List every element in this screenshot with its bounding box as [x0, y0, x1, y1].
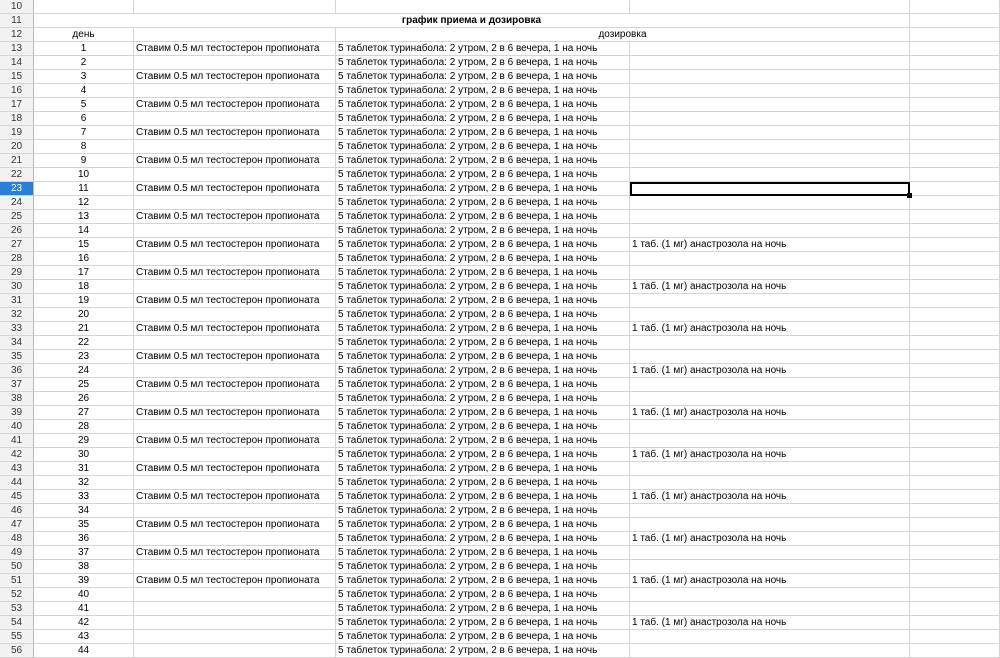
day-cell[interactable]: 23 [34, 350, 134, 364]
tablets-cell[interactable]: 5 таблеток туринабола: 2 утром, 2 в 6 вечера, 1 на ночь [336, 448, 630, 462]
anastrozole-cell[interactable] [630, 98, 910, 112]
row-header[interactable]: 14 [0, 56, 34, 70]
tablets-cell[interactable]: 5 таблеток туринабола: 2 утром, 2 в 6 вечера, 1 на ночь [336, 644, 630, 658]
injection-cell[interactable] [134, 280, 336, 294]
tablets-cell[interactable]: 5 таблеток туринабола: 2 утром, 2 в 6 вечера, 1 на ночь [336, 476, 630, 490]
day-cell[interactable]: 7 [34, 126, 134, 140]
tablets-cell[interactable]: 5 таблеток туринабола: 2 утром, 2 в 6 вечера, 1 на ночь [336, 434, 630, 448]
row-header[interactable]: 20 [0, 140, 34, 154]
anastrozole-cell[interactable] [630, 252, 910, 266]
injection-cell[interactable] [134, 602, 336, 616]
cell[interactable] [910, 252, 1000, 266]
cell[interactable] [910, 154, 1000, 168]
anastrozole-cell[interactable] [630, 126, 910, 140]
day-column-header[interactable]: день [34, 28, 134, 42]
day-cell[interactable]: 30 [34, 448, 134, 462]
row-header[interactable]: 43 [0, 462, 34, 476]
tablets-cell[interactable]: 5 таблеток туринабола: 2 утром, 2 в 6 вечера, 1 на ночь [336, 504, 630, 518]
tablets-cell[interactable]: 5 таблеток туринабола: 2 утром, 2 в 6 вечера, 1 на ночь [336, 154, 630, 168]
anastrozole-cell[interactable]: 1 таб. (1 мг) анастрозола на ночь [630, 532, 910, 546]
day-cell[interactable]: 15 [34, 238, 134, 252]
tablets-cell[interactable]: 5 таблеток туринабола: 2 утром, 2 в 6 вечера, 1 на ночь [336, 602, 630, 616]
anastrozole-cell[interactable] [630, 378, 910, 392]
anastrozole-cell[interactable] [630, 602, 910, 616]
row-header[interactable]: 39 [0, 406, 34, 420]
injection-cell[interactable]: Ставим 0.5 мл тестостерон пропионата [134, 70, 336, 84]
row-header[interactable]: 11 [0, 14, 34, 28]
day-cell[interactable]: 36 [34, 532, 134, 546]
anastrozole-cell[interactable] [630, 210, 910, 224]
cell[interactable] [910, 84, 1000, 98]
tablets-cell[interactable]: 5 таблеток туринабола: 2 утром, 2 в 6 вечера, 1 на ночь [336, 70, 630, 84]
day-cell[interactable]: 43 [34, 630, 134, 644]
day-cell[interactable]: 31 [34, 462, 134, 476]
row-header[interactable]: 51 [0, 574, 34, 588]
day-cell[interactable]: 4 [34, 84, 134, 98]
tablets-cell[interactable]: 5 таблеток туринабола: 2 утром, 2 в 6 вечера, 1 на ночь [336, 98, 630, 112]
row-header[interactable]: 12 [0, 28, 34, 42]
anastrozole-cell[interactable] [630, 70, 910, 84]
cell[interactable] [910, 28, 1000, 42]
tablets-cell[interactable]: 5 таблеток туринабола: 2 утром, 2 в 6 вечера, 1 на ночь [336, 630, 630, 644]
day-cell[interactable]: 19 [34, 294, 134, 308]
day-cell[interactable]: 16 [34, 252, 134, 266]
tablets-cell[interactable]: 5 таблеток туринабола: 2 утром, 2 в 6 вечера, 1 на ночь [336, 322, 630, 336]
tablets-cell[interactable]: 5 таблеток туринабола: 2 утром, 2 в 6 вечера, 1 на ночь [336, 224, 630, 238]
row-header[interactable]: 26 [0, 224, 34, 238]
dosage-column-header[interactable]: дозировка [336, 28, 910, 42]
cell[interactable] [910, 546, 1000, 560]
day-cell[interactable]: 5 [34, 98, 134, 112]
anastrozole-cell[interactable] [630, 560, 910, 574]
row-header[interactable]: 13 [0, 42, 34, 56]
tablets-cell[interactable]: 5 таблеток туринабола: 2 утром, 2 в 6 вечера, 1 на ночь [336, 518, 630, 532]
injection-cell[interactable]: Ставим 0.5 мл тестостерон пропионата [134, 490, 336, 504]
injection-cell[interactable] [134, 196, 336, 210]
row-header[interactable]: 46 [0, 504, 34, 518]
cell[interactable] [910, 210, 1000, 224]
day-cell[interactable]: 41 [34, 602, 134, 616]
anastrozole-cell[interactable]: 1 таб. (1 мг) анастрозола на ночь [630, 616, 910, 630]
anastrozole-cell[interactable]: 1 таб. (1 мг) анастрозола на ночь [630, 364, 910, 378]
row-header[interactable]: 27 [0, 238, 34, 252]
row-header[interactable]: 35 [0, 350, 34, 364]
injection-cell[interactable] [134, 56, 336, 70]
cell[interactable] [910, 336, 1000, 350]
anastrozole-cell[interactable]: 1 таб. (1 мг) анастрозола на ночь [630, 322, 910, 336]
tablets-cell[interactable]: 5 таблеток туринабола: 2 утром, 2 в 6 вечера, 1 на ночь [336, 560, 630, 574]
cell[interactable] [910, 280, 1000, 294]
tablets-cell[interactable]: 5 таблеток туринабола: 2 утром, 2 в 6 вечера, 1 на ночь [336, 84, 630, 98]
tablets-cell[interactable]: 5 таблеток туринабола: 2 утром, 2 в 6 вечера, 1 на ночь [336, 350, 630, 364]
day-cell[interactable]: 8 [34, 140, 134, 154]
row-header[interactable]: 16 [0, 84, 34, 98]
injection-cell[interactable]: Ставим 0.5 мл тестостерон пропионата [134, 266, 336, 280]
day-cell[interactable]: 3 [34, 70, 134, 84]
anastrozole-cell[interactable] [630, 224, 910, 238]
row-header[interactable]: 31 [0, 294, 34, 308]
tablets-cell[interactable]: 5 таблеток туринабола: 2 утром, 2 в 6 вечера, 1 на ночь [336, 574, 630, 588]
cell[interactable] [910, 448, 1000, 462]
injection-cell[interactable] [134, 84, 336, 98]
row-header[interactable]: 17 [0, 98, 34, 112]
row-header[interactable]: 48 [0, 532, 34, 546]
tablets-cell[interactable]: 5 таблеток туринабола: 2 утром, 2 в 6 вечера, 1 на ночь [336, 42, 630, 56]
day-cell[interactable]: 26 [34, 392, 134, 406]
injection-cell[interactable] [134, 630, 336, 644]
tablets-cell[interactable]: 5 таблеток туринабола: 2 утром, 2 в 6 вечера, 1 на ночь [336, 532, 630, 546]
injection-cell[interactable] [134, 392, 336, 406]
injection-cell[interactable]: Ставим 0.5 мл тестостерон пропионата [134, 98, 336, 112]
cell[interactable] [910, 476, 1000, 490]
tablets-cell[interactable]: 5 таблеток туринабола: 2 утром, 2 в 6 вечера, 1 на ночь [336, 490, 630, 504]
injection-cell[interactable]: Ставим 0.5 мл тестостерон пропионата [134, 574, 336, 588]
cell[interactable] [910, 0, 1000, 14]
day-cell[interactable]: 1 [34, 42, 134, 56]
cell[interactable] [910, 56, 1000, 70]
injection-cell[interactable]: Ставим 0.5 мл тестостерон пропионата [134, 434, 336, 448]
row-header[interactable]: 47 [0, 518, 34, 532]
day-cell[interactable]: 17 [34, 266, 134, 280]
cell[interactable] [910, 70, 1000, 84]
anastrozole-cell[interactable]: 1 таб. (1 мг) анастрозола на ночь [630, 490, 910, 504]
anastrozole-cell[interactable] [630, 168, 910, 182]
anastrozole-cell[interactable] [630, 392, 910, 406]
tablets-cell[interactable]: 5 таблеток туринабола: 2 утром, 2 в 6 вечера, 1 на ночь [336, 266, 630, 280]
tablets-cell[interactable]: 5 таблеток туринабола: 2 утром, 2 в 6 вечера, 1 на ночь [336, 406, 630, 420]
cell[interactable] [910, 224, 1000, 238]
anastrozole-cell[interactable] [630, 546, 910, 560]
row-header[interactable]: 19 [0, 126, 34, 140]
tablets-cell[interactable]: 5 таблеток туринабола: 2 утром, 2 в 6 вечера, 1 на ночь [336, 182, 630, 196]
row-header[interactable]: 45 [0, 490, 34, 504]
tablets-cell[interactable]: 5 таблеток туринабола: 2 утром, 2 в 6 вечера, 1 на ночь [336, 336, 630, 350]
cell[interactable] [134, 28, 336, 42]
day-cell[interactable]: 6 [34, 112, 134, 126]
cell[interactable] [910, 378, 1000, 392]
day-cell[interactable]: 42 [34, 616, 134, 630]
anastrozole-cell[interactable] [630, 644, 910, 658]
tablets-cell[interactable]: 5 таблеток туринабола: 2 утром, 2 в 6 вечера, 1 на ночь [336, 112, 630, 126]
row-header[interactable]: 18 [0, 112, 34, 126]
anastrozole-cell[interactable] [630, 504, 910, 518]
injection-cell[interactable]: Ставим 0.5 мл тестостерон пропионата [134, 42, 336, 56]
day-cell[interactable]: 39 [34, 574, 134, 588]
anastrozole-cell[interactable] [630, 518, 910, 532]
cell[interactable] [910, 560, 1000, 574]
day-cell[interactable]: 21 [34, 322, 134, 336]
injection-cell[interactable]: Ставим 0.5 мл тестостерон пропионата [134, 322, 336, 336]
day-cell[interactable]: 25 [34, 378, 134, 392]
tablets-cell[interactable]: 5 таблеток туринабола: 2 утром, 2 в 6 вечера, 1 на ночь [336, 294, 630, 308]
row-header[interactable]: 25 [0, 210, 34, 224]
row-header[interactable]: 42 [0, 448, 34, 462]
cell[interactable] [910, 518, 1000, 532]
cell[interactable] [134, 0, 336, 14]
cell[interactable] [910, 364, 1000, 378]
cell[interactable] [910, 602, 1000, 616]
cell[interactable] [910, 630, 1000, 644]
injection-cell[interactable] [134, 140, 336, 154]
day-cell[interactable]: 37 [34, 546, 134, 560]
cell[interactable] [910, 140, 1000, 154]
fill-handle[interactable] [907, 193, 912, 198]
day-cell[interactable]: 34 [34, 504, 134, 518]
cell[interactable] [910, 532, 1000, 546]
tablets-cell[interactable]: 5 таблеток туринабола: 2 утром, 2 в 6 вечера, 1 на ночь [336, 546, 630, 560]
cell[interactable] [910, 238, 1000, 252]
anastrozole-cell[interactable] [630, 588, 910, 602]
tablets-cell[interactable]: 5 таблеток туринабола: 2 утром, 2 в 6 вечера, 1 на ночь [336, 378, 630, 392]
row-header[interactable]: 22 [0, 168, 34, 182]
day-cell[interactable]: 14 [34, 224, 134, 238]
anastrozole-cell[interactable] [630, 294, 910, 308]
row-header[interactable]: 15 [0, 70, 34, 84]
day-cell[interactable]: 2 [34, 56, 134, 70]
tablets-cell[interactable]: 5 таблеток туринабола: 2 утром, 2 в 6 вечера, 1 на ночь [336, 252, 630, 266]
day-cell[interactable]: 13 [34, 210, 134, 224]
injection-cell[interactable] [134, 560, 336, 574]
cell[interactable] [336, 0, 630, 14]
tablets-cell[interactable]: 5 таблеток туринабола: 2 утром, 2 в 6 вечера, 1 на ночь [336, 196, 630, 210]
day-cell[interactable]: 24 [34, 364, 134, 378]
anastrozole-cell[interactable]: 1 таб. (1 мг) анастрозола на ночь [630, 280, 910, 294]
cell[interactable] [910, 420, 1000, 434]
tablets-cell[interactable]: 5 таблеток туринабола: 2 утром, 2 в 6 вечера, 1 на ночь [336, 588, 630, 602]
injection-cell[interactable]: Ставим 0.5 мл тестостерон пропионата [134, 378, 336, 392]
day-cell[interactable]: 22 [34, 336, 134, 350]
injection-cell[interactable] [134, 644, 336, 658]
anastrozole-cell[interactable]: 1 таб. (1 мг) анастрозола на ночь [630, 238, 910, 252]
sheet-title[interactable]: график приема и дозировка [34, 14, 910, 28]
cell[interactable] [910, 392, 1000, 406]
tablets-cell[interactable]: 5 таблеток туринабола: 2 утром, 2 в 6 вечера, 1 на ночь [336, 308, 630, 322]
cell[interactable] [910, 322, 1000, 336]
row-header[interactable]: 29 [0, 266, 34, 280]
injection-cell[interactable] [134, 448, 336, 462]
cell[interactable] [910, 168, 1000, 182]
anastrozole-cell[interactable] [630, 112, 910, 126]
row-header[interactable]: 23 [0, 182, 34, 196]
cell[interactable] [910, 350, 1000, 364]
injection-cell[interactable] [134, 616, 336, 630]
anastrozole-cell[interactable] [630, 140, 910, 154]
row-header[interactable]: 10 [0, 0, 34, 14]
cell[interactable] [910, 182, 1000, 196]
anastrozole-cell[interactable] [630, 350, 910, 364]
day-cell[interactable]: 28 [34, 420, 134, 434]
day-cell[interactable]: 44 [34, 644, 134, 658]
tablets-cell[interactable]: 5 таблеток туринабола: 2 утром, 2 в 6 вечера, 1 на ночь [336, 238, 630, 252]
anastrozole-cell[interactable] [630, 42, 910, 56]
cell[interactable] [910, 294, 1000, 308]
anastrozole-cell[interactable] [630, 196, 910, 210]
row-header[interactable]: 55 [0, 630, 34, 644]
row-header[interactable]: 30 [0, 280, 34, 294]
injection-cell[interactable] [134, 420, 336, 434]
tablets-cell[interactable]: 5 таблеток туринабола: 2 утром, 2 в 6 вечера, 1 на ночь [336, 280, 630, 294]
cell[interactable] [910, 574, 1000, 588]
row-header[interactable]: 21 [0, 154, 34, 168]
injection-cell[interactable]: Ставим 0.5 мл тестостерон пропионата [134, 518, 336, 532]
row-header[interactable]: 24 [0, 196, 34, 210]
injection-cell[interactable] [134, 476, 336, 490]
injection-cell[interactable] [134, 336, 336, 350]
day-cell[interactable]: 40 [34, 588, 134, 602]
tablets-cell[interactable]: 5 таблеток туринабола: 2 утром, 2 в 6 вечера, 1 на ночь [336, 364, 630, 378]
injection-cell[interactable]: Ставим 0.5 мл тестостерон пропионата [134, 154, 336, 168]
tablets-cell[interactable]: 5 таблеток туринабола: 2 утром, 2 в 6 вечера, 1 на ночь [336, 168, 630, 182]
cell[interactable] [910, 490, 1000, 504]
day-cell[interactable]: 29 [34, 434, 134, 448]
cell[interactable] [910, 42, 1000, 56]
cell[interactable] [910, 616, 1000, 630]
injection-cell[interactable] [134, 504, 336, 518]
injection-cell[interactable]: Ставим 0.5 мл тестостерон пропионата [134, 210, 336, 224]
anastrozole-cell[interactable]: 1 таб. (1 мг) анастрозола на ночь [630, 448, 910, 462]
injection-cell[interactable] [134, 252, 336, 266]
row-header[interactable]: 34 [0, 336, 34, 350]
row-header[interactable]: 38 [0, 392, 34, 406]
injection-cell[interactable] [134, 532, 336, 546]
row-header[interactable]: 33 [0, 322, 34, 336]
cell[interactable] [910, 462, 1000, 476]
cell[interactable] [34, 0, 134, 14]
injection-cell[interactable] [134, 112, 336, 126]
tablets-cell[interactable]: 5 таблеток туринабола: 2 утром, 2 в 6 вечера, 1 на ночь [336, 462, 630, 476]
tablets-cell[interactable]: 5 таблеток туринабола: 2 утром, 2 в 6 вечера, 1 на ночь [336, 616, 630, 630]
injection-cell[interactable]: Ставим 0.5 мл тестостерон пропионата [134, 126, 336, 140]
row-header[interactable]: 36 [0, 364, 34, 378]
row-header[interactable]: 28 [0, 252, 34, 266]
injection-cell[interactable] [134, 308, 336, 322]
cell[interactable] [910, 196, 1000, 210]
injection-cell[interactable] [134, 364, 336, 378]
day-cell[interactable]: 10 [34, 168, 134, 182]
injection-cell[interactable]: Ставим 0.5 мл тестостерон пропионата [134, 462, 336, 476]
day-cell[interactable]: 9 [34, 154, 134, 168]
row-header[interactable]: 50 [0, 560, 34, 574]
anastrozole-cell[interactable] [630, 308, 910, 322]
anastrozole-cell[interactable] [630, 462, 910, 476]
tablets-cell[interactable]: 5 таблеток туринабола: 2 утром, 2 в 6 вечера, 1 на ночь [336, 126, 630, 140]
row-header[interactable]: 56 [0, 644, 34, 658]
day-cell[interactable]: 33 [34, 490, 134, 504]
day-cell[interactable]: 35 [34, 518, 134, 532]
tablets-cell[interactable]: 5 таблеток туринабола: 2 утром, 2 в 6 вечера, 1 на ночь [336, 140, 630, 154]
anastrozole-cell[interactable] [630, 476, 910, 490]
tablets-cell[interactable]: 5 таблеток туринабола: 2 утром, 2 в 6 вечера, 1 на ночь [336, 420, 630, 434]
row-header[interactable]: 44 [0, 476, 34, 490]
day-cell[interactable]: 18 [34, 280, 134, 294]
anastrozole-cell[interactable]: 1 таб. (1 мг) анастрозола на ночь [630, 406, 910, 420]
day-cell[interactable]: 27 [34, 406, 134, 420]
cell[interactable] [910, 14, 1000, 28]
row-header[interactable]: 53 [0, 602, 34, 616]
tablets-cell[interactable]: 5 таблеток туринабола: 2 утром, 2 в 6 вечера, 1 на ночь [336, 392, 630, 406]
anastrozole-cell[interactable] [630, 420, 910, 434]
anastrozole-cell[interactable] [630, 434, 910, 448]
injection-cell[interactable]: Ставим 0.5 мл тестостерон пропионата [134, 406, 336, 420]
injection-cell[interactable]: Ставим 0.5 мл тестостерон пропионата [134, 546, 336, 560]
cell[interactable] [910, 588, 1000, 602]
cell[interactable] [910, 434, 1000, 448]
day-cell[interactable]: 38 [34, 560, 134, 574]
row-header[interactable]: 40 [0, 420, 34, 434]
day-cell[interactable]: 20 [34, 308, 134, 322]
cell[interactable] [910, 126, 1000, 140]
cell[interactable] [910, 112, 1000, 126]
row-header[interactable]: 41 [0, 434, 34, 448]
anastrozole-cell[interactable] [630, 266, 910, 280]
cell[interactable] [910, 644, 1000, 658]
injection-cell[interactable]: Ставим 0.5 мл тестостерон пропионата [134, 350, 336, 364]
injection-cell[interactable] [134, 588, 336, 602]
injection-cell[interactable]: Ставим 0.5 мл тестостерон пропионата [134, 294, 336, 308]
anastrozole-cell[interactable] [630, 154, 910, 168]
tablets-cell[interactable]: 5 таблеток туринабола: 2 утром, 2 в 6 вечера, 1 на ночь [336, 210, 630, 224]
injection-cell[interactable]: Ставим 0.5 мл тестостерон пропионата [134, 182, 336, 196]
cell[interactable] [910, 406, 1000, 420]
cell[interactable] [910, 266, 1000, 280]
cell[interactable] [630, 0, 910, 14]
day-cell[interactable]: 11 [34, 182, 134, 196]
tablets-cell[interactable]: 5 таблеток туринабола: 2 утром, 2 в 6 вечера, 1 на ночь [336, 56, 630, 70]
row-header[interactable]: 37 [0, 378, 34, 392]
day-cell[interactable]: 32 [34, 476, 134, 490]
injection-cell[interactable] [134, 224, 336, 238]
row-header[interactable]: 52 [0, 588, 34, 602]
anastrozole-cell[interactable] [630, 630, 910, 644]
cell[interactable] [910, 308, 1000, 322]
injection-cell[interactable]: Ставим 0.5 мл тестостерон пропионата [134, 238, 336, 252]
anastrozole-cell[interactable] [630, 84, 910, 98]
anastrozole-cell[interactable] [630, 56, 910, 70]
cell[interactable] [910, 98, 1000, 112]
day-cell[interactable]: 12 [34, 196, 134, 210]
cell[interactable] [910, 504, 1000, 518]
injection-cell[interactable] [134, 168, 336, 182]
selected-cell[interactable] [630, 182, 910, 196]
row-header[interactable]: 54 [0, 616, 34, 630]
anastrozole-cell[interactable]: 1 таб. (1 мг) анастрозола на ночь [630, 574, 910, 588]
row-header[interactable]: 49 [0, 546, 34, 560]
anastrozole-cell[interactable] [630, 336, 910, 350]
row-header[interactable]: 32 [0, 308, 34, 322]
